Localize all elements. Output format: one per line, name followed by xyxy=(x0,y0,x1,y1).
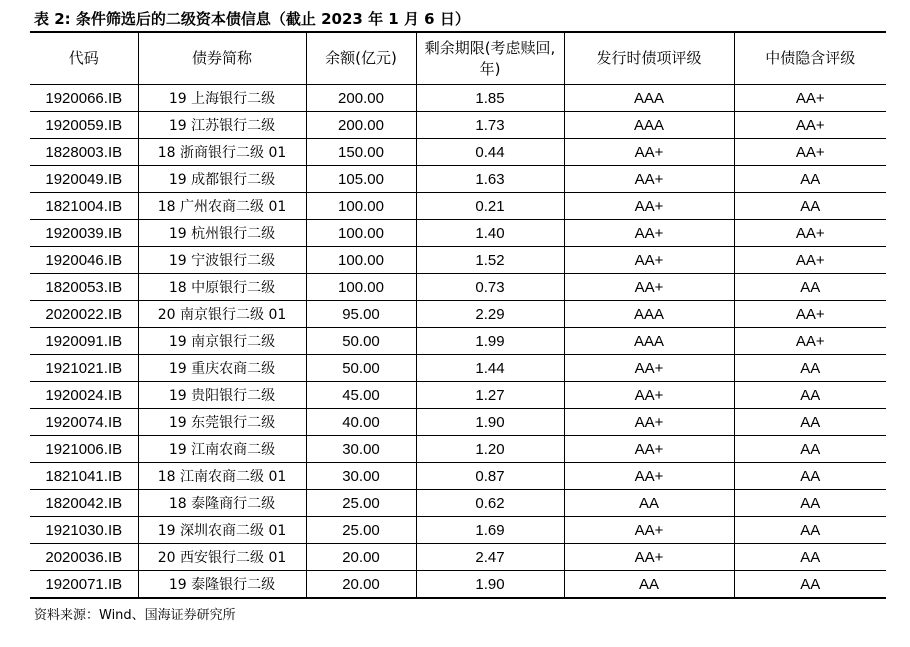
cell-issue-rating: AA xyxy=(564,571,734,599)
cell-balance: 105.00 xyxy=(306,166,416,193)
table-row xyxy=(30,571,886,599)
table-header-row xyxy=(30,33,886,85)
cell-code: 1820042.IB xyxy=(30,490,138,517)
table-row xyxy=(30,409,886,436)
cell-bond-name: 19 杭州银行二级 xyxy=(138,220,306,247)
cell-code: 1920039.IB xyxy=(30,220,138,247)
header-bond-name: 债券简称 xyxy=(138,33,306,85)
table-row xyxy=(30,301,886,328)
cell-bond-name: 20 南京银行二级 01 xyxy=(138,301,306,328)
header-balance: 余额(亿元) xyxy=(306,33,416,85)
table-row xyxy=(30,193,886,220)
bond-table xyxy=(30,33,886,599)
cell-code: 2020036.IB xyxy=(30,544,138,571)
cell-code: 1821004.IB xyxy=(30,193,138,220)
table-row xyxy=(30,355,886,382)
cell-code: 1920071.IB xyxy=(30,571,138,599)
header-remaining-term: 剩余期限(考虑赎回,年) xyxy=(416,33,564,85)
header-issue-rating: 发行时债项评级 xyxy=(564,33,734,85)
cell-issue-rating: AA+ xyxy=(564,166,734,193)
cell-issue-rating: AA xyxy=(564,490,734,517)
cell-balance: 100.00 xyxy=(306,193,416,220)
table-row xyxy=(30,274,886,301)
cell-balance: 25.00 xyxy=(306,517,416,544)
cell-implied-rating: AA+ xyxy=(734,328,886,355)
cell-balance: 200.00 xyxy=(306,112,416,139)
cell-issue-rating: AA+ xyxy=(564,409,734,436)
cell-implied-rating: AA xyxy=(734,463,886,490)
cell-issue-rating: AAA xyxy=(564,301,734,328)
table-row xyxy=(30,544,886,571)
cell-issue-rating: AAA xyxy=(564,328,734,355)
cell-bond-name: 20 西安银行二级 01 xyxy=(138,544,306,571)
cell-implied-rating: AA+ xyxy=(734,139,886,166)
table-row xyxy=(30,490,886,517)
cell-issue-rating: AA+ xyxy=(564,382,734,409)
cell-implied-rating: AA xyxy=(734,274,886,301)
cell-issue-rating: AA+ xyxy=(564,139,734,166)
cell-implied-rating: AA xyxy=(734,382,886,409)
cell-implied-rating: AA xyxy=(734,517,886,544)
header-implied-rating: 中债隐含评级 xyxy=(734,33,886,85)
cell-balance: 100.00 xyxy=(306,247,416,274)
cell-remaining-term: 0.62 xyxy=(416,490,564,517)
source-note: 资料来源：Wind、国海证券研究所 xyxy=(34,608,236,623)
cell-issue-rating: AA+ xyxy=(564,436,734,463)
cell-implied-rating: AA xyxy=(734,355,886,382)
cell-remaining-term: 1.52 xyxy=(416,247,564,274)
cell-balance: 50.00 xyxy=(306,328,416,355)
table-row xyxy=(30,247,886,274)
cell-balance: 50.00 xyxy=(306,355,416,382)
table-body xyxy=(30,85,886,599)
cell-implied-rating: AA xyxy=(734,544,886,571)
table-row xyxy=(30,112,886,139)
cell-remaining-term: 0.73 xyxy=(416,274,564,301)
cell-balance: 40.00 xyxy=(306,409,416,436)
table-row xyxy=(30,436,886,463)
cell-remaining-term: 1.90 xyxy=(416,409,564,436)
cell-remaining-term: 1.20 xyxy=(416,436,564,463)
cell-balance: 25.00 xyxy=(306,490,416,517)
cell-code: 1920059.IB xyxy=(30,112,138,139)
cell-remaining-term: 0.44 xyxy=(416,139,564,166)
cell-bond-name: 18 中原银行二级 xyxy=(138,274,306,301)
cell-remaining-term: 1.73 xyxy=(416,112,564,139)
cell-issue-rating: AA+ xyxy=(564,355,734,382)
cell-code: 1821041.IB xyxy=(30,463,138,490)
cell-implied-rating: AA+ xyxy=(734,220,886,247)
table-row xyxy=(30,166,886,193)
cell-bond-name: 19 江南农商二级 xyxy=(138,436,306,463)
cell-bond-name: 18 江南农商二级 01 xyxy=(138,463,306,490)
cell-balance: 30.00 xyxy=(306,436,416,463)
cell-code: 1828003.IB xyxy=(30,139,138,166)
cell-bond-name: 19 成都银行二级 xyxy=(138,166,306,193)
cell-balance: 30.00 xyxy=(306,463,416,490)
table-row xyxy=(30,220,886,247)
cell-code: 1920049.IB xyxy=(30,166,138,193)
cell-balance: 20.00 xyxy=(306,571,416,599)
cell-balance: 150.00 xyxy=(306,139,416,166)
cell-bond-name: 19 泰隆银行二级 xyxy=(138,571,306,599)
cell-implied-rating: AA+ xyxy=(734,247,886,274)
cell-implied-rating: AA xyxy=(734,571,886,599)
cell-bond-name: 19 重庆农商二级 xyxy=(138,355,306,382)
cell-code: 1820053.IB xyxy=(30,274,138,301)
cell-issue-rating: AA+ xyxy=(564,463,734,490)
cell-code: 1921030.IB xyxy=(30,517,138,544)
cell-remaining-term: 0.21 xyxy=(416,193,564,220)
cell-balance: 200.00 xyxy=(306,85,416,112)
table-row xyxy=(30,328,886,355)
cell-code: 1921021.IB xyxy=(30,355,138,382)
cell-implied-rating: AA xyxy=(734,436,886,463)
cell-implied-rating: AA+ xyxy=(734,112,886,139)
cell-code: 1920066.IB xyxy=(30,85,138,112)
cell-balance: 95.00 xyxy=(306,301,416,328)
cell-bond-name: 19 江苏银行二级 xyxy=(138,112,306,139)
cell-bond-name: 19 南京银行二级 xyxy=(138,328,306,355)
cell-code: 1920074.IB xyxy=(30,409,138,436)
cell-remaining-term: 1.40 xyxy=(416,220,564,247)
cell-bond-name: 18 浙商银行二级 01 xyxy=(138,139,306,166)
cell-remaining-term: 2.29 xyxy=(416,301,564,328)
cell-code: 1921006.IB xyxy=(30,436,138,463)
cell-bond-name: 19 深圳农商二级 01 xyxy=(138,517,306,544)
cell-implied-rating: AA+ xyxy=(734,85,886,112)
cell-issue-rating: AA+ xyxy=(564,544,734,571)
cell-balance: 20.00 xyxy=(306,544,416,571)
header-code: 代码 xyxy=(30,33,138,85)
cell-issue-rating: AA+ xyxy=(564,274,734,301)
cell-implied-rating: AA xyxy=(734,409,886,436)
table-row xyxy=(30,139,886,166)
cell-bond-name: 19 宁波银行二级 xyxy=(138,247,306,274)
cell-implied-rating: AA xyxy=(734,166,886,193)
table-title: 表 2: 条件筛选后的二级资本债信息（截止 2023 年 1 月 6 日） xyxy=(34,10,470,28)
table-row xyxy=(30,517,886,544)
cell-bond-name: 19 贵阳银行二级 xyxy=(138,382,306,409)
cell-code: 1920046.IB xyxy=(30,247,138,274)
cell-bond-name: 18 广州农商二级 01 xyxy=(138,193,306,220)
cell-remaining-term: 1.85 xyxy=(416,85,564,112)
table-row xyxy=(30,382,886,409)
cell-code: 1920091.IB xyxy=(30,328,138,355)
cell-balance: 100.00 xyxy=(306,220,416,247)
cell-code: 1920024.IB xyxy=(30,382,138,409)
cell-issue-rating: AAA xyxy=(564,85,734,112)
cell-remaining-term: 1.27 xyxy=(416,382,564,409)
cell-remaining-term: 1.69 xyxy=(416,517,564,544)
cell-remaining-term: 2.47 xyxy=(416,544,564,571)
cell-bond-name: 19 东莞银行二级 xyxy=(138,409,306,436)
cell-issue-rating: AA+ xyxy=(564,247,734,274)
cell-issue-rating: AA+ xyxy=(564,517,734,544)
cell-issue-rating: AAA xyxy=(564,112,734,139)
cell-remaining-term: 1.90 xyxy=(416,571,564,599)
cell-balance: 45.00 xyxy=(306,382,416,409)
cell-remaining-term: 0.87 xyxy=(416,463,564,490)
cell-code: 2020022.IB xyxy=(30,301,138,328)
cell-issue-rating: AA+ xyxy=(564,193,734,220)
cell-balance: 100.00 xyxy=(306,274,416,301)
cell-implied-rating: AA xyxy=(734,193,886,220)
cell-remaining-term: 1.63 xyxy=(416,166,564,193)
cell-bond-name: 18 泰隆商行二级 xyxy=(138,490,306,517)
cell-issue-rating: AA+ xyxy=(564,220,734,247)
cell-implied-rating: AA xyxy=(734,490,886,517)
cell-bond-name: 19 上海银行二级 xyxy=(138,85,306,112)
table-row xyxy=(30,463,886,490)
table-row xyxy=(30,85,886,112)
cell-remaining-term: 1.44 xyxy=(416,355,564,382)
cell-implied-rating: AA+ xyxy=(734,301,886,328)
cell-remaining-term: 1.99 xyxy=(416,328,564,355)
